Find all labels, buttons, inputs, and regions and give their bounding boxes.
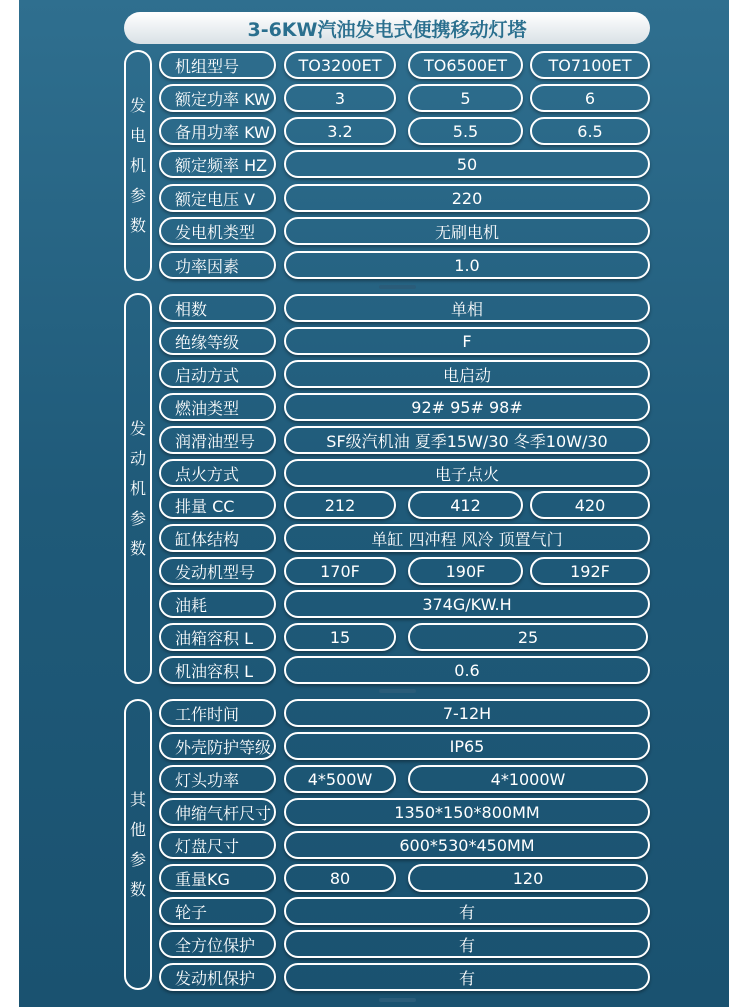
row-label: 功率因素	[159, 251, 276, 279]
row-label: 额定电压 V	[159, 184, 276, 212]
row-value: 有	[284, 930, 650, 958]
section-label-char: 数	[129, 879, 146, 899]
section-label-char: 发	[129, 95, 146, 115]
row-value: 单相	[284, 294, 650, 322]
row-label: 全方位保护	[159, 930, 276, 958]
row-value: 92# 95# 98#	[284, 393, 650, 421]
row-value: 4*1000W	[408, 765, 648, 793]
row-label: 发动机型号	[159, 557, 276, 585]
row-label: 点火方式	[159, 459, 276, 487]
row-value: 3.2	[284, 117, 396, 145]
row-label: 灯头功率	[159, 765, 276, 793]
row-value: 3	[284, 84, 396, 112]
row-label: 油箱容积 L	[159, 623, 276, 651]
row-value: 1350*150*800MM	[284, 798, 650, 826]
row-label: 启动方式	[159, 360, 276, 388]
row-value: 420	[530, 491, 650, 519]
row-value: 电启动	[284, 360, 650, 388]
row-value: TO6500ET	[408, 51, 523, 79]
row-label: 绝缘等级	[159, 327, 276, 355]
section-divider	[379, 689, 416, 693]
row-value: IP65	[284, 732, 650, 760]
row-value: 374G/KW.H	[284, 590, 650, 618]
row-label: 机油容积 L	[159, 656, 276, 684]
section-label-char: 其	[129, 789, 146, 809]
row-value: TO7100ET	[530, 51, 650, 79]
section-label-char: 参	[129, 185, 146, 205]
row-label: 机组型号	[159, 51, 276, 79]
row-value: 5.5	[408, 117, 523, 145]
row-label: 伸缩气杆尺寸	[159, 798, 276, 826]
row-value: 15	[284, 623, 396, 651]
row-value: 170F	[284, 557, 396, 585]
row-label: 排量 CC	[159, 491, 276, 519]
row-value: 190F	[408, 557, 523, 585]
row-value: 120	[408, 864, 648, 892]
section-label-char: 机	[129, 478, 146, 498]
row-value: 单缸 四冲程 风冷 顶置气门	[284, 524, 650, 552]
section-label-char: 他	[129, 819, 146, 839]
row-label: 发动机保护	[159, 963, 276, 991]
row-value: 6.5	[530, 117, 650, 145]
row-label: 重量KG	[159, 864, 276, 892]
section-label	[124, 293, 152, 684]
row-value: 有	[284, 897, 650, 925]
row-value: 电子点火	[284, 459, 650, 487]
row-value: 192F	[530, 557, 650, 585]
section-label-char: 动	[129, 448, 146, 468]
row-value: 25	[408, 623, 648, 651]
row-label: 油耗	[159, 590, 276, 618]
section-label-char: 机	[129, 155, 146, 175]
row-value: 600*530*450MM	[284, 831, 650, 859]
row-value: 220	[284, 184, 650, 212]
row-value: 212	[284, 491, 396, 519]
row-label: 润滑油型号	[159, 426, 276, 454]
row-label: 额定功率 KW	[159, 84, 276, 112]
row-value: 1.0	[284, 251, 650, 279]
page-title: 3-6KW汽油发电式便携移动灯塔	[124, 12, 650, 44]
row-value: 412	[408, 491, 523, 519]
section-label-char: 电	[129, 125, 146, 145]
row-value: 6	[530, 84, 650, 112]
row-value: TO3200ET	[284, 51, 396, 79]
row-value: 5	[408, 84, 523, 112]
row-label: 发电机类型	[159, 217, 276, 245]
row-value: F	[284, 327, 650, 355]
section-label-char: 参	[129, 508, 146, 528]
section-label-char: 发	[129, 418, 146, 438]
row-label: 备用功率 KW	[159, 117, 276, 145]
row-value: SF级汽机油 夏季15W/30 冬季10W/30	[284, 426, 650, 454]
row-value: 有	[284, 963, 650, 991]
row-label: 轮子	[159, 897, 276, 925]
row-label: 额定频率 HZ	[159, 150, 276, 178]
row-value: 0.6	[284, 656, 650, 684]
row-label: 工作时间	[159, 699, 276, 727]
row-value: 7-12H	[284, 699, 650, 727]
row-value: 50	[284, 150, 650, 178]
section-label	[124, 50, 152, 281]
row-label: 缸体结构	[159, 524, 276, 552]
row-label: 灯盘尺寸	[159, 831, 276, 859]
row-label: 燃油类型	[159, 393, 276, 421]
section-label-char: 数	[129, 215, 146, 235]
section-label	[124, 699, 152, 990]
section-divider	[379, 998, 416, 1002]
row-label: 外壳防护等级	[159, 732, 276, 760]
section-label-char: 参	[129, 849, 146, 869]
section-label-char: 数	[129, 538, 146, 558]
row-value: 80	[284, 864, 396, 892]
row-label: 相数	[159, 294, 276, 322]
section-divider	[379, 285, 416, 289]
row-value: 4*500W	[284, 765, 396, 793]
row-value: 无刷电机	[284, 217, 650, 245]
